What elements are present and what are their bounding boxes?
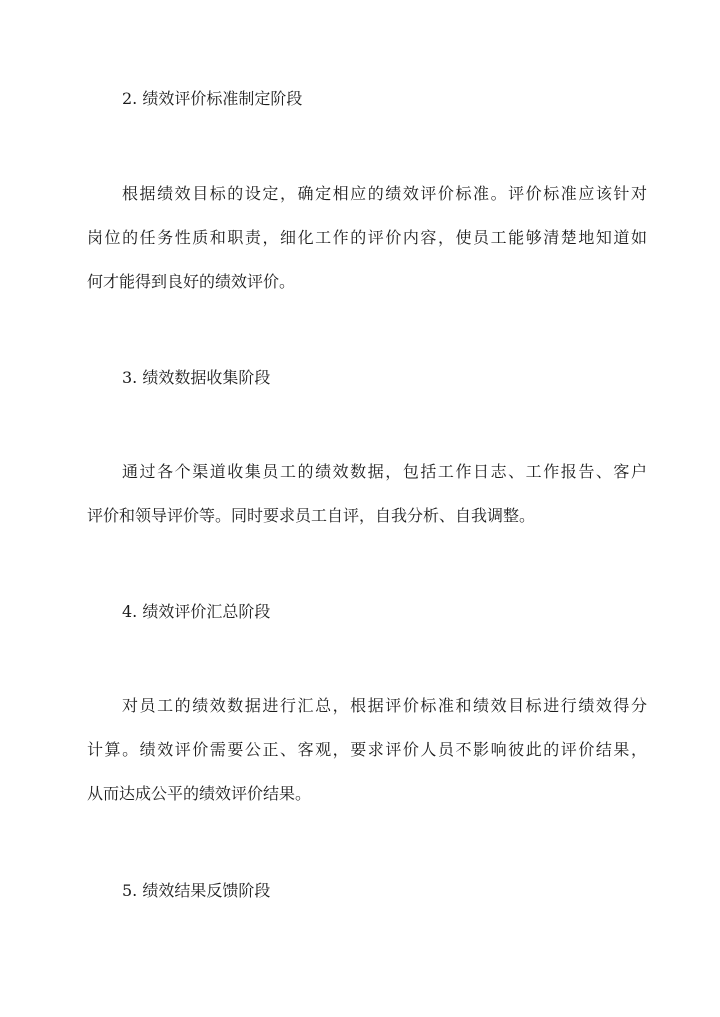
paragraph-line: 通过各个渠道收集员工的绩效数据，包括工作日志、工作报告、客户 <box>122 462 647 481</box>
paragraph-line: 从而达成公平的绩效评价结果。 <box>87 784 312 803</box>
section-heading-stage-4: 4. 绩效评价汇总阶段 <box>122 602 271 621</box>
paragraph-stage-3 <box>87 462 647 550</box>
paragraph-line: 计算。绩效评价需要公正、客观，要求评价人员不影响彼此的评价结果， <box>87 740 647 759</box>
paragraph-line: 评价和领导评价等。同时要求员工自评，自我分析、自我调整。 <box>87 506 536 525</box>
paragraph-stage-2 <box>87 184 647 316</box>
paragraph-line: 对员工的绩效数据进行汇总，根据评价标准和绩效目标进行绩效得分 <box>122 696 647 715</box>
paragraph-line: 岗位的任务性质和职责，细化工作的评价内容，使员工能够清楚地知道如 <box>87 228 647 247</box>
paragraph-stage-4 <box>87 696 647 828</box>
section-heading-stage-2: 2. 绩效评价标准制定阶段 <box>122 89 303 108</box>
section-heading-stage-3: 3. 绩效数据收集阶段 <box>122 368 271 387</box>
section-heading-stage-5: 5. 绩效结果反馈阶段 <box>122 881 271 900</box>
paragraph-line: 根据绩效目标的设定，确定相应的绩效评价标准。评价标准应该针对 <box>122 184 647 203</box>
paragraph-line: 何才能得到良好的绩效评价。 <box>87 272 296 291</box>
